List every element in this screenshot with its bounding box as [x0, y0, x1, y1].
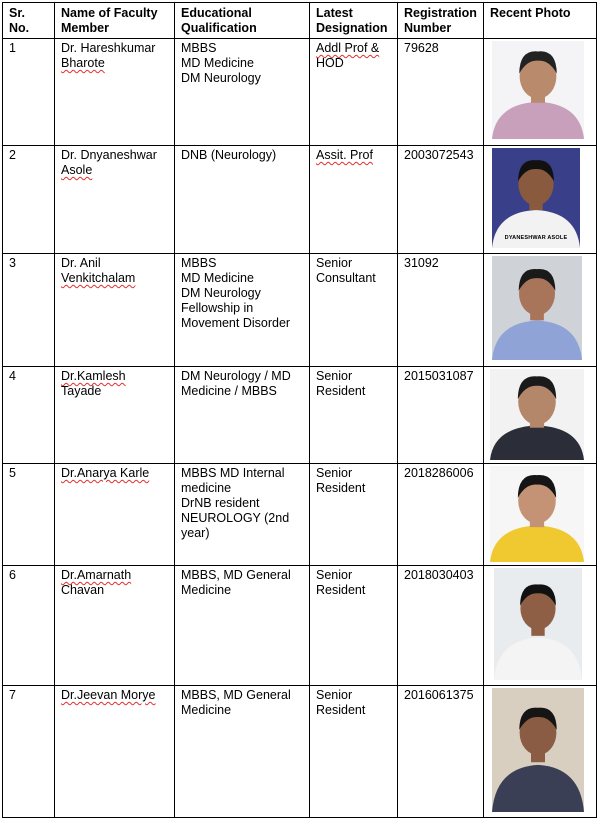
qualification-cell: DNB (Neurology)	[175, 146, 310, 254]
header-designation: Latest Designation	[310, 3, 398, 39]
photo-cell	[484, 566, 597, 686]
designation-cell: Assit. Prof	[310, 146, 398, 254]
photo-cell	[484, 686, 597, 818]
sr-no-cell: 4	[3, 367, 55, 464]
designation-cell: Addl Prof & HOD	[310, 39, 398, 146]
qualification-cell: MBBS, MD General Medicine	[175, 566, 310, 686]
sr-no-cell: 2	[3, 146, 55, 254]
photo-cell	[484, 146, 597, 254]
registration-cell: 2015031087	[398, 367, 484, 464]
photo-cell	[484, 39, 597, 146]
photo-cell	[484, 464, 597, 566]
photo-caption: DYANESHWAR ASOLE	[504, 235, 568, 241]
name-cell: Dr. Dnyaneshwar Asole	[55, 146, 175, 254]
header-qualification: Educational Qualification	[175, 3, 310, 39]
portrait-photo-icon	[490, 466, 584, 562]
name-cell: Dr.Anarya Karle	[55, 464, 175, 566]
header-registration: Registration Number	[398, 3, 484, 39]
portrait-photo-icon	[492, 41, 584, 139]
designation-cell: Senior Resident	[310, 686, 398, 818]
registration-cell: 31092	[398, 254, 484, 367]
faculty-table	[2, 2, 597, 818]
table-row	[3, 146, 597, 254]
sr-no-cell: 7	[3, 686, 55, 818]
table-row	[3, 367, 597, 464]
designation-cell: Senior Resident	[310, 367, 398, 464]
sr-no-cell: 6	[3, 566, 55, 686]
qualification-cell: DM Neurology / MD Medicine / MBBS	[175, 367, 310, 464]
table-row	[3, 686, 597, 818]
portrait-photo-icon	[492, 688, 584, 812]
table-row	[3, 464, 597, 566]
designation-cell: Senior Consultant	[310, 254, 398, 367]
registration-cell: 2018030403	[398, 566, 484, 686]
table-row	[3, 566, 597, 686]
qualification-cell: MBBS MD Internal medicine DrNB resident NEUROLOGY (2nd year)	[175, 464, 310, 566]
name-cell: Dr. Hareshkumar Bharote	[55, 39, 175, 146]
table-row	[3, 254, 597, 367]
portrait-photo-icon	[492, 256, 582, 360]
header-photo: Recent Photo	[484, 3, 597, 39]
designation-cell: Senior Resident	[310, 464, 398, 566]
registration-cell: 79628	[398, 39, 484, 146]
registration-cell: 2016061375	[398, 686, 484, 818]
name-cell: Dr.Jeevan Morye	[55, 686, 175, 818]
header-name: Name of Faculty Member	[55, 3, 175, 39]
designation-cell: Senior Resident	[310, 566, 398, 686]
qualification-cell: MBBS MD Medicine DM Neurology Fellowship in Movement Disorder	[175, 254, 310, 367]
photo-cell	[484, 367, 597, 464]
sr-no-cell: 3	[3, 254, 55, 367]
name-cell: Dr.Amarnath Chavan	[55, 566, 175, 686]
header-sr-no: Sr. No.	[3, 3, 55, 39]
portrait-photo-icon	[492, 148, 580, 248]
registration-cell: 2018286006	[398, 464, 484, 566]
portrait-photo-icon	[494, 568, 582, 680]
qualification-cell: MBBS, MD General Medicine	[175, 686, 310, 818]
portrait-photo-icon	[490, 369, 584, 460]
name-cell: Dr.Kamlesh Tayade	[55, 367, 175, 464]
table-row	[3, 39, 597, 146]
photo-cell	[484, 254, 597, 367]
sr-no-cell: 5	[3, 464, 55, 566]
header-row	[3, 3, 597, 39]
registration-cell: 2003072543	[398, 146, 484, 254]
qualification-cell: MBBS MD Medicine DM Neurology	[175, 39, 310, 146]
sr-no-cell: 1	[3, 39, 55, 146]
name-cell: Dr. Anil Venkitchalam	[55, 254, 175, 367]
